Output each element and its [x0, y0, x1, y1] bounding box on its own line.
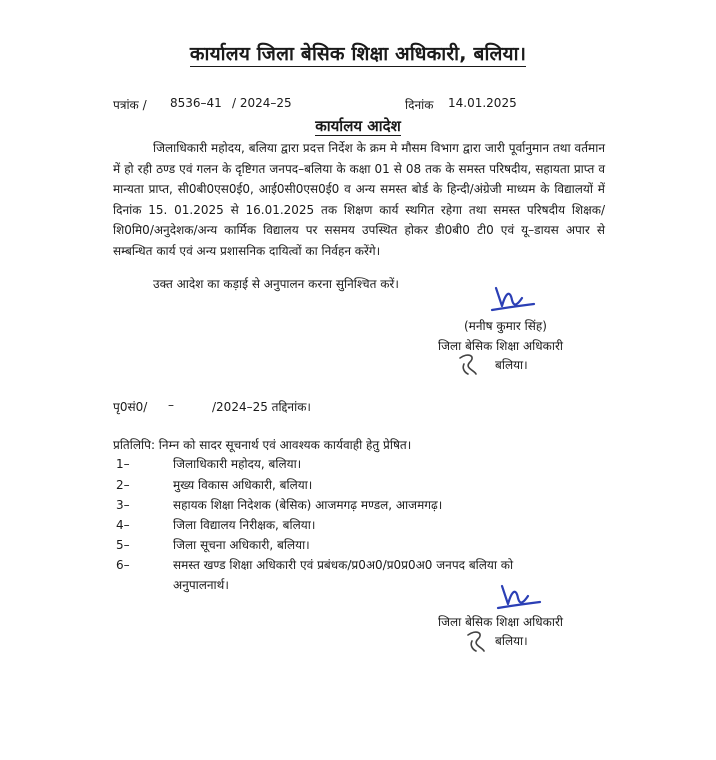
recipient-number: 5– — [116, 538, 130, 552]
officer-signature-2 — [494, 584, 544, 616]
recipient-text: मुख्य विकास अधिकारी, बलिया। — [173, 478, 313, 492]
compliance-line: उक्त आदेश का कड़ाई से अनुपालन करना सुनिश्चित करें। — [153, 277, 399, 291]
recipient-text: जिला विद्यालय निरीक्षक, बलिया। — [173, 518, 316, 532]
initials-mark-1 — [454, 350, 482, 378]
endorsement-ref-year: /2024–25 तद्दिनांक। — [212, 400, 311, 414]
order-paragraph: जिलाधिकारी महोदय, बलिया द्वारा प्रदत्त निर्देश के क्रम मे मौसम विभाग द्वारा जारी पूर्वानुमान तथा वर्तमान में हो रही ठण्ड एवं गलन के दृष्टिगत जनपद–बलिया के कक्षा 01 से 08 तक के समस्त परिषदीय, सहायता प्राप्त व मान्यता प्राप्त, सी0बी0एस0ई0, आई0सी0एस0ई0 व अन्य समस्त बोर्ड के हिन्दी/अंग्रेजी माध्यम के विद्यालयों में दिनांक 15. 01.2025 से 16.01.2025 तक शिक्षण कार्य स्थगित रहेगा तथा समस्त परिषदीय शिक्षक/शि0मि0/अनुदेशक/अन्य कार्मिक विद्यालय पर ससमय उपस्थित होकर डी0बी0 टी0 एवं यू–डायस अपार से सम्बन्धित कार्य एवं अन्य प्रशासनिक दायित्वों का निर्वहन करेंगे। — [113, 141, 605, 258]
letter-ref-year: / 2024–25 — [232, 96, 292, 110]
officer-signature-1 — [488, 284, 538, 318]
officer-place: बलिया। — [495, 358, 528, 372]
date-label: दिनांक — [405, 98, 434, 112]
closing-designation: जिला बेसिक शिक्षा अधिकारी — [438, 615, 563, 629]
letter-ref-number: 8536–41 — [170, 96, 222, 110]
office-header — [0, 40, 716, 66]
date-value: 14.01.2025 — [448, 96, 517, 110]
closing-place: बलिया। — [495, 634, 528, 648]
recipient-text: जिला सूचना अधिकारी, बलिया। — [173, 538, 310, 552]
recipient-text: जिलाधिकारी महोदय, बलिया। — [173, 457, 302, 471]
endorsement-ref-dash: – — [168, 398, 174, 412]
order-title-text: कार्यालय आदेश — [315, 117, 401, 135]
recipient-number: 3– — [116, 498, 130, 512]
recipient-text: समस्त खण्ड शिक्षा अधिकारी एवं प्रबंधक/प्र0अ0/प्र0प्र0अ0 जनपद बलिया को अनुपालनार्थ। — [173, 558, 514, 592]
recipient-number: 4– — [116, 518, 130, 532]
officer-designation: जिला बेसिक शिक्षा अधिकारी — [438, 339, 563, 353]
endorsement-ref-label: पृ0सं0/ — [113, 400, 148, 414]
officer-name: (मनीष कुमार सिंह) — [464, 319, 547, 333]
recipient-text: सहायक शिक्षा निदेशक (बेसिक) आजमगढ़ मण्डल, आजमगढ़। — [173, 498, 443, 512]
order-title — [0, 116, 716, 136]
recipient-number: 1– — [116, 457, 130, 471]
recipient-number: 6– — [116, 558, 130, 572]
office-header-text: कार्यालय जिला बेसिक शिक्षा अधिकारी, बलिया। — [189, 43, 527, 65]
letter-ref-label: पत्रांक / — [113, 98, 147, 112]
initials-mark-2 — [462, 627, 490, 655]
copy-intro: प्रतिलिपि: निम्न को सादर सूचनार्थ एवं आवश्यक कार्यवाही हेतु प्रेषित। — [113, 438, 412, 452]
recipient-number: 2– — [116, 478, 130, 492]
